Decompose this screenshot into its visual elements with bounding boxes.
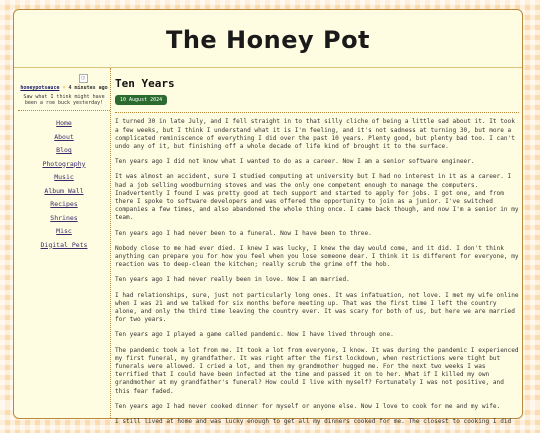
post-paragraph: Ten years ago I played a game called pandemic. Now I have lived through one. <box>115 331 394 339</box>
sidebar <box>18 74 110 252</box>
post-paragraph: Ten years ago I did not know what I wanted to do as a career. Now I am a senior software engineer. <box>115 158 475 166</box>
post-paragraph: Ten years ago I had never cooked dinner for myself or anyone else. Now I love to cook for me and my wife. <box>115 402 501 410</box>
nav-item-digital-pets[interactable]: Digital Pets <box>40 240 88 249</box>
status-text: Saw what I think might have been a roe buck yesterday! <box>23 94 105 106</box>
post-paragraph: Ten years ago I had never been to a funeral. Now I have been to three. <box>115 229 372 237</box>
nav-item-recipes[interactable]: Recipes <box>50 200 78 208</box>
nav-menu <box>18 117 110 252</box>
post-date-badge: 10 August 2024 <box>115 95 167 105</box>
nav-item-shrines[interactable]: Shrines <box>50 213 78 222</box>
mini-window-icon[interactable]: ◫ <box>79 74 88 83</box>
page-frame <box>13 9 523 426</box>
site-title: The Honey Pot <box>165 26 371 54</box>
header-divider <box>14 67 522 68</box>
sidebar-divider <box>110 68 111 418</box>
nav-item-misc[interactable]: Misc <box>56 227 72 235</box>
post-paragraph: Ten years ago I had never really been in love. Now I am married. <box>115 276 350 284</box>
nav-item-blog[interactable]: Blog <box>56 146 72 154</box>
status-card <box>18 74 110 111</box>
status-header <box>18 85 110 91</box>
nav-item-home[interactable]: Home <box>56 119 72 127</box>
status-time: 4 minutes ago <box>68 85 108 91</box>
post-paragraph: I still lived at home and was lucky enough to get all my dinners cooked for me. The closest to cooking I did <box>115 418 512 426</box>
post-title: Ten Years <box>115 77 175 90</box>
nav-item-album-wall[interactable]: Album Wall <box>44 186 84 195</box>
nav-item-photography[interactable]: Photography <box>42 159 86 168</box>
post-paragraph: Nobody close to me had ever died. I knew I was lucky, I knew the day would come, and it did. I don't think anything can prepare you for how you feel when you lose someone dear. I think it is different for everyone, my reaction was to deep-clean the kitchen; really scrub the grime off the hob. <box>115 244 519 269</box>
status-username[interactable]: honeypotsauce <box>20 85 60 91</box>
post-paragraph: It was almost an accident, sure I studied computing at university but I had no interest in it as a career. I had a job selling woodburning stoves and was the only one competent enough to manage the computers. Inadvertently I found I was pretty good at tech support and started to apply for jobs. I got one, and from there I spoke to software developers and was offered the opportunity to join as a junior. I've switched companies a few times, and also abandoned the whole thing once. I came back though, and now I'm a senior in my team. <box>115 173 519 222</box>
post-content <box>115 74 519 433</box>
post-divider <box>115 112 519 113</box>
post-paragraph: I turned 30 in late July, and I fell straight in to that silly cliche of being a little sad about it. It took a few weeks, but I think I understand what it is I'm feeling, and it's not sadness at turning 30, but more a complicated reminiscence of everything I did over the past 10 years. Plenty good, but plenty bad too. I can't undo any of it, but finishing off a whole decade of life kind of brought it to the surface. <box>115 118 515 151</box>
post-paragraph: The pandemic took a lot from me. It took a lot from everyone, I know. It was during the pandemic I experienced my first funeral, my grandfather. It was right after the first lockdown, when restrictions were tight but funerals were allowed. I cried a lot, and then my grandmother hugged me. For the next two weeks I was terrified that I could have been infected at the time and passed it on to her. What if I killed my own grandmother at my grandfather's funeral? How could I live with myself? Fortunately I was not positive, and this fear faded. <box>115 346 519 395</box>
post-paragraph: I had relationships, sure, just not particularly long ones. It was infatuation, not love. I met my wife online when I was 21 and we talked for six months before meeting up. That was the first time I left the country alone, and only the third time leaving the country ever. It was scary for both of us, but here we are married for two years. <box>115 291 519 324</box>
sun-icon: ☀ <box>62 85 66 91</box>
nav-item-about[interactable]: About <box>54 132 74 141</box>
nav-item-music[interactable]: Music <box>54 173 74 181</box>
